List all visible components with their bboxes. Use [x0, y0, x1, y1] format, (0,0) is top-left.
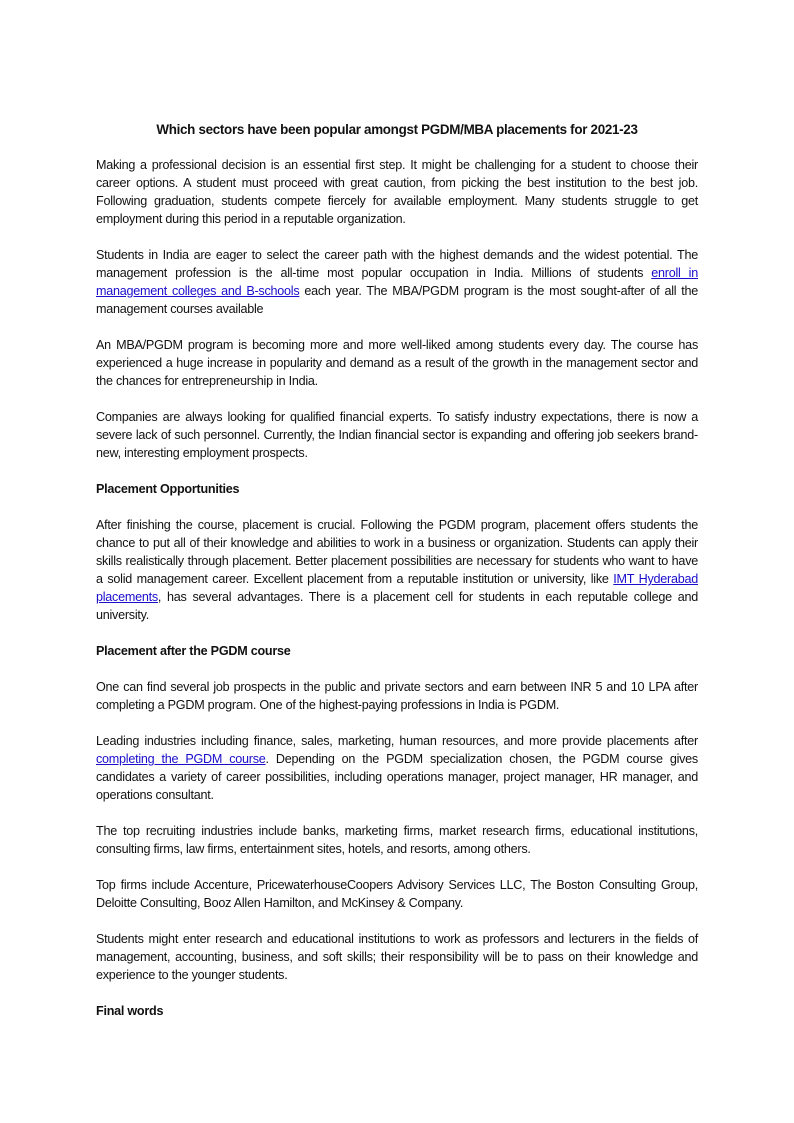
- paragraph-intro: Making a professional decision is an essential first step. It might be challenging for a student to choose their career options. A student must proceed with great caution, from picking the best institution to the best job. Following graduation, students compete fiercely for available employment. Many students struggle to get employment during this period in a reputable organization.: [96, 158, 698, 226]
- paragraph-job-prospects: One can find several job prospects in the public and private sectors and earn between INR 5 and 10 LPA after completing a PGDM program. One of the highest-paying professions in India is PGDM.: [96, 680, 698, 712]
- paragraph-text: Leading industries including finance, sales, marketing, human resources, and more provide placements after: [96, 734, 698, 748]
- paragraph-popularity: An MBA/PGDM program is becoming more and more well-liked among students every day. The course has experienced a huge increase in popularity and demand as a result of the growth in the management sector and the chances for entrepreneurship in India.: [96, 338, 698, 388]
- paragraph-research: Students might enter research and educational institutions to work as professors and lecturers in the fields of management, accounting, business, and soft skills; their responsibility will be to pass on their knowledge and experience to the younger students.: [96, 932, 698, 982]
- paragraph-career-path: [96, 246, 698, 318]
- heading-placement-after-pgdm: Placement after the PGDM course: [96, 644, 291, 658]
- paragraph-text: After finishing the course, placement is crucial. Following the PGDM program, placement offers students the chance to put all of their knowledge and abilities to work in a business or organization. Students can apply their skills realistically through placement. Better placement possibilities are necessary for students who want to have a solid management career. Excellent placement from a reputable institution or university, like: [96, 518, 698, 586]
- document-title: Which sectors have been popular amongst PGDM/MBA placements for 2021-23: [156, 122, 638, 137]
- document-page: [96, 121, 698, 1038]
- paragraph-text: . Depending on the PGDM specialization chosen, the PGDM course gives candidates a variety of career possibilities, including operations manager, project manager, HR manager, and operations consultant.: [96, 752, 698, 802]
- paragraph-text: Students in India are eager to select the career path with the highest demands and the widest potential. The management profession is the all-time most popular occupation in India. Millions of students: [96, 248, 698, 280]
- paragraph-top-firms: Top firms include Accenture, PricewaterhouseCoopers Advisory Services LLC, The Boston Consulting Group, Deloitte Consulting, Booz Allen Hamilton, and McKinsey & Company.: [96, 878, 698, 910]
- paragraph-financial: Companies are always looking for qualified financial experts. To satisfy industry expectations, there is now a severe lack of such personnel. Currently, the Indian financial sector is expanding and offering job seekers brand-new, interesting employment prospects.: [96, 410, 698, 460]
- completing-pgdm-link[interactable]: completing the PGDM course: [96, 752, 266, 766]
- paragraph-placement: [96, 516, 698, 624]
- heading-final-words: Final words: [96, 1004, 164, 1018]
- paragraph-industries: [96, 732, 698, 804]
- enroll-colleges-link[interactable]: enroll in management colleges and B-schools: [96, 266, 698, 298]
- paragraph-recruiting-industries: The top recruiting industries include banks, marketing firms, market research firms, educational institutions, consulting firms, law firms, entertainment sites, hotels, and resorts, among others.: [96, 824, 698, 856]
- heading-placement-opportunities: Placement Opportunities: [96, 482, 240, 496]
- paragraph-text: each year. The MBA/PGDM program is the most sought-after of all the management courses available: [96, 284, 698, 316]
- paragraph-text: , has several advantages. There is a placement cell for students in each reputable college and university.: [96, 590, 698, 622]
- imt-hyderabad-link[interactable]: IMT Hyderabad placements: [96, 572, 698, 604]
